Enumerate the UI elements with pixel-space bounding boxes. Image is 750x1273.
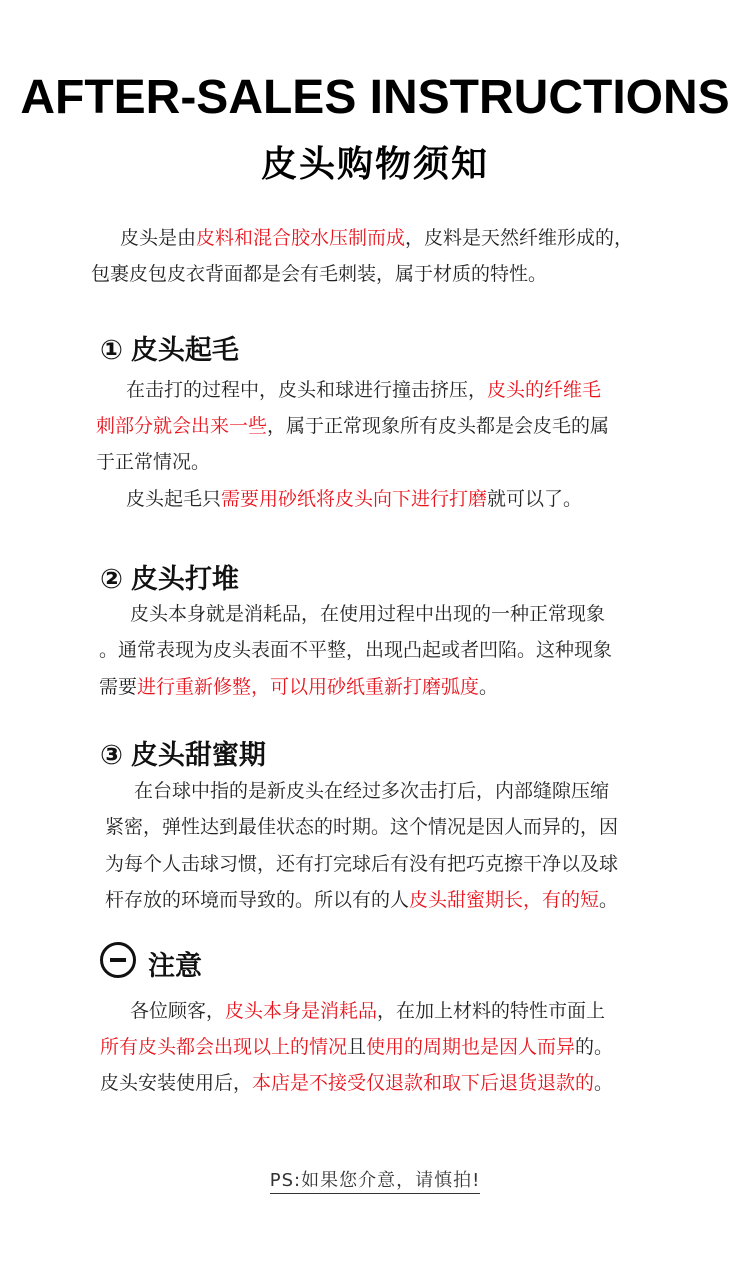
minus-circle-icon (100, 942, 136, 978)
section-number: ③ (100, 740, 123, 771)
s1-line-3: 于正常情况。 (96, 451, 211, 473)
s2-line-3 (99, 669, 498, 705)
s2-text: 。 (479, 676, 499, 698)
s4-text: 且 (347, 1036, 367, 1058)
s4-highlight: 所有皮头都会出现以上的情况 (100, 1036, 348, 1058)
s2-highlight: 进行重新修整，可以用砂纸重新打磨弧度 (137, 676, 480, 698)
s1-highlight: 刺部分就会出来一些 (96, 415, 268, 437)
section-number: ① (100, 335, 123, 366)
s3-line-2: 紧密，弹性达到最佳状态的时期。这个情况是因人而异的，因 (105, 816, 619, 838)
section-title: 皮头打堆 (130, 564, 239, 595)
s3-text: 杆存放的环境而导致的。所以有的人 (105, 889, 410, 911)
s1-highlight: 需要用砂纸将皮头向下进行打磨 (221, 488, 488, 510)
intro-highlight: 皮料和混合胶水压制而成 (196, 227, 406, 249)
notice-heading: 注意 (148, 951, 202, 982)
s4-text: 。 (594, 1072, 614, 1094)
section-2-heading (100, 557, 239, 596)
title-en: AFTER-SALES INSTRUCTIONS (20, 71, 730, 124)
s1-text: 就可以了。 (487, 488, 583, 510)
ps-note (0, 1166, 750, 1192)
s1-line-4 (126, 481, 582, 517)
intro-line-2: 包裹皮包皮衣背面都是会有毛刺装，属于材质的特性。 (91, 263, 548, 285)
s1-text: 皮头起毛只 (126, 488, 222, 510)
s2-line-2: 。通常表现为皮头表面不平整，出现凸起或者凹陷。这种现象 (99, 639, 613, 661)
s4-text: 皮头安装使用后， (100, 1072, 253, 1094)
s4-line-1 (130, 993, 605, 1029)
s4-text: 各位顾客， (130, 1000, 226, 1022)
s4-line-3 (100, 1065, 613, 1101)
title-cn: 皮头购物须知 (260, 144, 489, 185)
s1-line-1 (126, 372, 601, 408)
s1-highlight: 皮头的纤维毛 (487, 379, 602, 401)
s4-line-2 (100, 1029, 613, 1065)
s1-text: ，属于正常现象所有皮头都是会皮毛的属 (267, 415, 610, 437)
s3-line-1: 在台球中指的是新皮头在经过多次击打后，内部缝隙压缩 (134, 780, 610, 802)
section-title: 皮头甜蜜期 (130, 740, 266, 771)
intro-line-1 (120, 220, 633, 256)
intro-text: 皮头是由 (120, 227, 197, 249)
s3-line-3: 为每个人击球习惯，还有打完球后有没有把巧克擦干净以及球 (105, 853, 619, 875)
s4-text: ，在加上材料的特性市面上 (377, 1000, 606, 1022)
s2-line-1: 皮头本身就是消耗品，在使用过程中出现的一种正常现象 (130, 603, 606, 625)
ps-text: PS:如果您介意，请慎拍! (270, 1170, 481, 1194)
s4-highlight: 本店是不接受仅退款和取下后退货退款的 (252, 1072, 595, 1094)
section-title: 皮头起毛 (130, 335, 239, 366)
s4-highlight: 皮头本身是消耗品 (225, 1000, 378, 1022)
s1-line-2 (96, 408, 609, 444)
section-number: ② (100, 564, 123, 595)
s4-text: 的。 (575, 1036, 614, 1058)
s3-highlight: 皮头甜蜜期长，有的短 (409, 889, 600, 911)
s3-line-4 (105, 882, 618, 918)
s4-highlight: 使用的周期也是因人而异 (366, 1036, 576, 1058)
section-3-heading (100, 733, 266, 772)
intro-text: ，皮料是天然纤维形成的， (405, 227, 634, 249)
s3-text: 。 (599, 889, 619, 911)
s1-text: 在击打的过程中，皮头和球进行撞击挤压， (126, 379, 488, 401)
s2-text: 需要 (99, 676, 138, 698)
section-1-heading (100, 328, 239, 367)
